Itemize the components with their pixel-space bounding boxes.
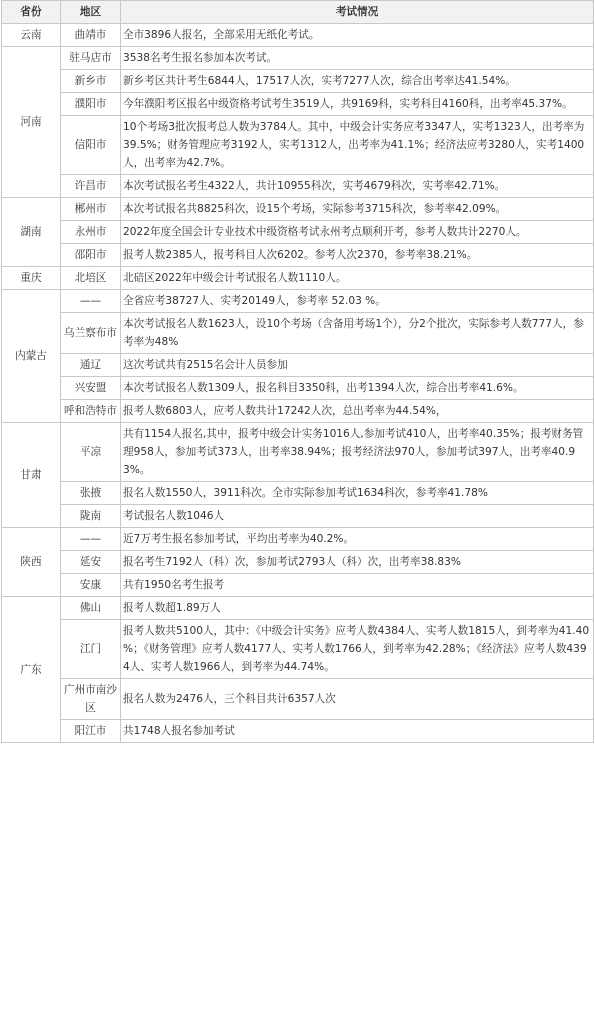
province-cell: 河南 bbox=[2, 47, 61, 198]
region-cell: 延安 bbox=[61, 551, 121, 574]
table-row bbox=[2, 93, 594, 116]
table-row bbox=[2, 597, 594, 620]
province-cell: 云南 bbox=[2, 24, 61, 47]
table-row bbox=[2, 175, 594, 198]
table-row bbox=[2, 290, 594, 313]
province-cell: 广东 bbox=[2, 597, 61, 743]
info-cell: 共1748人报名参加考试 bbox=[121, 720, 594, 743]
region-cell: 安康 bbox=[61, 574, 121, 597]
table-row bbox=[2, 198, 594, 221]
region-cell: 邵阳市 bbox=[61, 244, 121, 267]
province-cell: 重庆 bbox=[2, 267, 61, 290]
region-cell: 许昌市 bbox=[61, 175, 121, 198]
info-cell: 报考人数共5100人，其中：《中级会计实务》应考人数4384人、实考人数1815人，到考率为41.40 %；《财务管理》应考人数4177人、实考人数1766人，到考率为42.28%；《经济法》应考人数4394人、实考人数1966人，到考率为44.74%。 bbox=[121, 620, 594, 679]
region-cell: 永州市 bbox=[61, 221, 121, 244]
province-cell: 内蒙古 bbox=[2, 290, 61, 423]
info-cell: 本次考试报名人数1309人，报名科目3350科，出考1394人次，综合出考率41.6%。 bbox=[121, 377, 594, 400]
region-cell: 驻马店市 bbox=[61, 47, 121, 70]
table-row bbox=[2, 551, 594, 574]
table-row bbox=[2, 528, 594, 551]
info-cell: 新乡考区共计考生6844人，17517人次，实考7277人次，综合出考率达41.54%。 bbox=[121, 70, 594, 93]
region-cell: 通辽 bbox=[61, 354, 121, 377]
region-cell: 新乡市 bbox=[61, 70, 121, 93]
info-cell: 共有1154人报名,其中，报考中级会计实务1016人,参加考试410人，出考率40.35%；报考财务管理958人，参加考试373人，出考率38.94%；报考经济法970人，参加考试397人，出考率40.93%。 bbox=[121, 423, 594, 482]
info-cell: 近7万考生报名参加考试，平均出考率为40.2%。 bbox=[121, 528, 594, 551]
info-cell: 全省应考38727人、实考20149人，参考率 52.03 %。 bbox=[121, 290, 594, 313]
info-cell: 报名人数1550人，3911科次。全市实际参加考试1634科次，参考率41.78% bbox=[121, 482, 594, 505]
table-body bbox=[2, 24, 594, 743]
region-cell: —— bbox=[61, 290, 121, 313]
info-cell: 全市3896人报名，全部采用无纸化考试。 bbox=[121, 24, 594, 47]
table-row bbox=[2, 400, 594, 423]
info-cell: 本次考试报名考生4322人，共计10955科次，实考4679科次，实考率42.71%。 bbox=[121, 175, 594, 198]
table-row bbox=[2, 47, 594, 70]
table-row bbox=[2, 679, 594, 720]
region-cell: —— bbox=[61, 528, 121, 551]
region-cell: 濮阳市 bbox=[61, 93, 121, 116]
info-cell: 2022年度全国会计专业技术中级资格考试永州考点顺利开考，参考人数共计2270人。 bbox=[121, 221, 594, 244]
info-cell: 报考人数6803人，应考人数共计17242人次，总出考率为44.54%， bbox=[121, 400, 594, 423]
table-row bbox=[2, 244, 594, 267]
table-row bbox=[2, 116, 594, 175]
region-cell: 陇南 bbox=[61, 505, 121, 528]
info-cell: 本次考试报名人数1623人，设10个考场（含备用考场1个），分2个批次，实际参考人数777人，参考率为48% bbox=[121, 313, 594, 354]
table-row bbox=[2, 24, 594, 47]
info-cell: 3538名考生报名参加本次考试。 bbox=[121, 47, 594, 70]
info-cell: 报考人数2385人，报考科目人次6202。参考人次2370，参考率38.21%。 bbox=[121, 244, 594, 267]
region-cell: 张掖 bbox=[61, 482, 121, 505]
info-cell: 本次考试报名共8825科次，设15个考场，实际参考3715科次，参考率42.09%。 bbox=[121, 198, 594, 221]
province-cell: 陕西 bbox=[2, 528, 61, 597]
province-cell: 湖南 bbox=[2, 198, 61, 267]
table-row bbox=[2, 377, 594, 400]
region-cell: 北培区 bbox=[61, 267, 121, 290]
region-cell: 信阳市 bbox=[61, 116, 121, 175]
info-cell: 考试报名人数1046人 bbox=[121, 505, 594, 528]
province-cell: 甘肃 bbox=[2, 423, 61, 528]
table-row bbox=[2, 505, 594, 528]
table-row bbox=[2, 267, 594, 290]
header-row bbox=[2, 1, 594, 24]
region-cell: 曲靖市 bbox=[61, 24, 121, 47]
info-cell: 报名考生7192人（科）次，参加考试2793人（科）次，出考率38.83% bbox=[121, 551, 594, 574]
table-row bbox=[2, 313, 594, 354]
header-region: 地区 bbox=[61, 1, 121, 24]
info-cell: 报名人数为2476人，三个科目共计6357人次 bbox=[121, 679, 594, 720]
info-cell: 北碚区2022年中级会计考试报名人数1110人。 bbox=[121, 267, 594, 290]
region-cell: 平凉 bbox=[61, 423, 121, 482]
table-row bbox=[2, 620, 594, 679]
table-row bbox=[2, 423, 594, 482]
table-row bbox=[2, 482, 594, 505]
info-cell: 报考人数超1.89万人 bbox=[121, 597, 594, 620]
table-row bbox=[2, 354, 594, 377]
region-cell: 乌兰察布市 bbox=[61, 313, 121, 354]
region-cell: 佛山 bbox=[61, 597, 121, 620]
header-province: 省份 bbox=[2, 1, 61, 24]
region-cell: 阳江市 bbox=[61, 720, 121, 743]
table-row bbox=[2, 221, 594, 244]
info-cell: 这次考试共有2515名会计人员参加 bbox=[121, 354, 594, 377]
table-row bbox=[2, 720, 594, 743]
exam-stats-table bbox=[1, 0, 594, 743]
region-cell: 兴安盟 bbox=[61, 377, 121, 400]
info-cell: 10个考场3批次报考总人数为3784人。其中，中级会计实务应考3347人，实考1323人，出考率为39.5%；财务管理应考3192人，实考1312人，出考率为41.1%；经济法应考3280人，实考1400人，出考率为42.7%。 bbox=[121, 116, 594, 175]
info-cell: 共有1950名考生报考 bbox=[121, 574, 594, 597]
region-cell: 呼和浩特市 bbox=[61, 400, 121, 423]
header-info: 考试情况 bbox=[121, 1, 594, 24]
table-row bbox=[2, 70, 594, 93]
region-cell: 江门 bbox=[61, 620, 121, 679]
region-cell: 广州市南沙区 bbox=[61, 679, 121, 720]
region-cell: 郴州市 bbox=[61, 198, 121, 221]
table-row bbox=[2, 574, 594, 597]
info-cell: 今年濮阳考区报名中级资格考试考生3519人，共9169科，实考科目4160科，出考率45.37%。 bbox=[121, 93, 594, 116]
